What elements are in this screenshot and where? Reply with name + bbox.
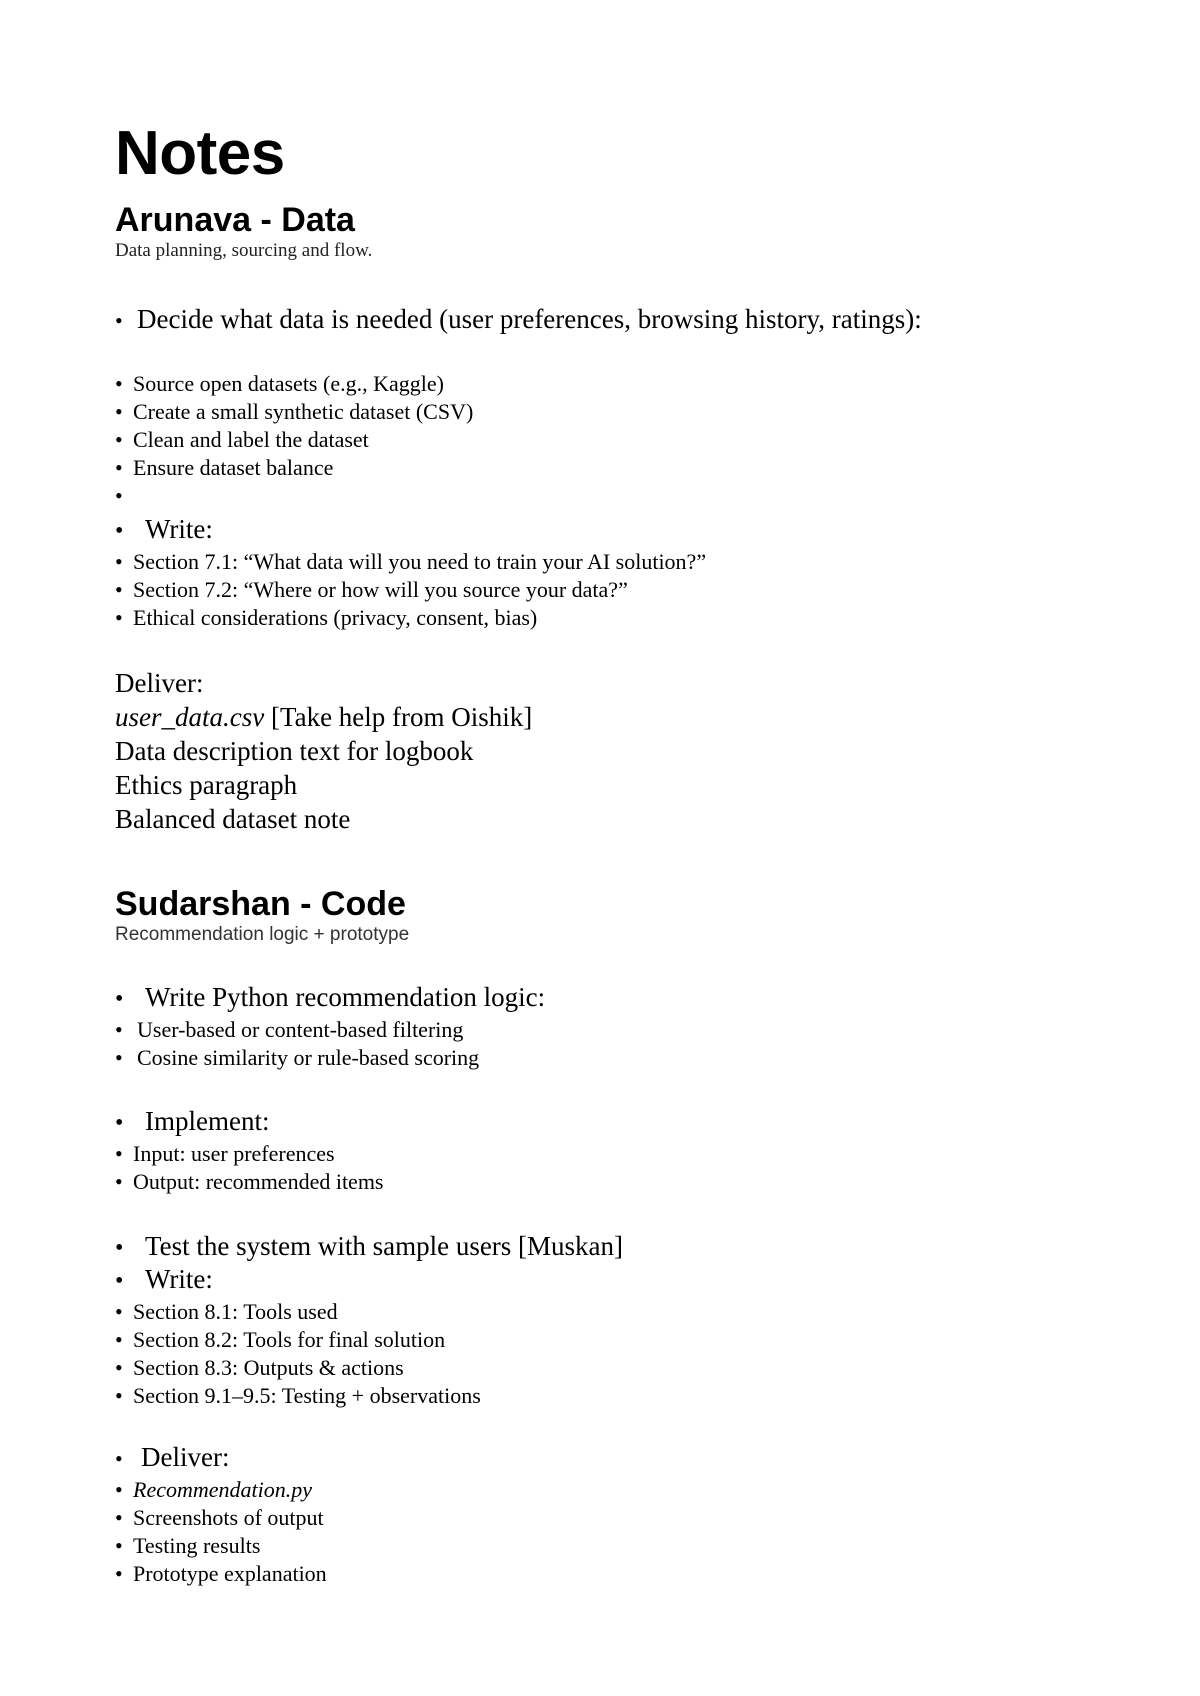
deliver-item: Balanced dataset note bbox=[115, 804, 351, 834]
list-item: • Write Python recommendation logic: bbox=[115, 982, 546, 1012]
list-item: • Ethical considerations (privacy, consent, bias) bbox=[115, 605, 538, 630]
list-item: • Section 7.1: “What data will you need to train your AI solution?” bbox=[115, 549, 707, 574]
deliver-filename: user_data.csv bbox=[115, 702, 265, 732]
list-item: • Testing results bbox=[115, 1533, 261, 1558]
deliver-file-line bbox=[115, 700, 532, 734]
section-subtitle-arunava: Data planning, sourcing and flow. bbox=[115, 240, 373, 261]
list-item: • Section 8.3: Outputs & actions bbox=[115, 1355, 404, 1380]
list-item bbox=[115, 302, 1075, 338]
deliver-filename: Recommendation.py bbox=[133, 1477, 312, 1502]
deliver-item: Data description text for logbook bbox=[115, 736, 474, 766]
list-item: • Cosine similarity or rule-based scoring bbox=[115, 1045, 480, 1070]
list-item: • Section 7.2: “Where or how will you source your data?” bbox=[115, 577, 628, 602]
list-item: • Section 8.2: Tools for final solution bbox=[115, 1327, 446, 1352]
list-item: • Section 8.1: Tools used bbox=[115, 1299, 338, 1324]
deliver-label: Deliver: bbox=[115, 668, 204, 698]
list-item: • Prototype explanation bbox=[115, 1561, 327, 1586]
bullet: • bbox=[115, 308, 123, 333]
list-item: • User-based or content-based filtering bbox=[115, 1017, 464, 1042]
list-item: • Input: user preferences bbox=[115, 1141, 335, 1166]
deliver-item: Ethics paragraph bbox=[115, 770, 298, 800]
section-heading-sudarshan: Sudarshan - Code bbox=[115, 885, 406, 923]
list-item: • Recommendation.py bbox=[115, 1477, 312, 1502]
list-item: • Write: bbox=[115, 1264, 213, 1294]
list-item: • Write: bbox=[115, 514, 213, 544]
section-subtitle-sudarshan: Recommendation logic + prototype bbox=[115, 924, 410, 945]
deliver-file-note: [Take help from Oishik] bbox=[264, 702, 533, 732]
list-item: • Clean and label the dataset bbox=[115, 427, 369, 452]
list-item-text: Decide what data is needed (user preferences, browsing history, ratings): bbox=[137, 304, 922, 334]
list-item: • Create a small synthetic dataset (CSV) bbox=[115, 399, 474, 424]
list-item-empty: • bbox=[115, 483, 123, 508]
section-heading-arunava: Arunava - Data bbox=[115, 201, 355, 239]
list-item: • Section 9.1–9.5: Testing + observations bbox=[115, 1383, 481, 1408]
list-item: • Output: recommended items bbox=[115, 1169, 384, 1194]
list-item: • Implement: bbox=[115, 1106, 270, 1136]
list-item: • Test the system with sample users [Muskan] bbox=[115, 1231, 624, 1261]
page-title: Notes bbox=[115, 119, 285, 188]
list-item: • Source open datasets (e.g., Kaggle) bbox=[115, 371, 444, 396]
list-item: • Screenshots of output bbox=[115, 1505, 324, 1530]
list-item: • Deliver: bbox=[115, 1442, 230, 1472]
list-item: • Ensure dataset balance bbox=[115, 455, 334, 480]
